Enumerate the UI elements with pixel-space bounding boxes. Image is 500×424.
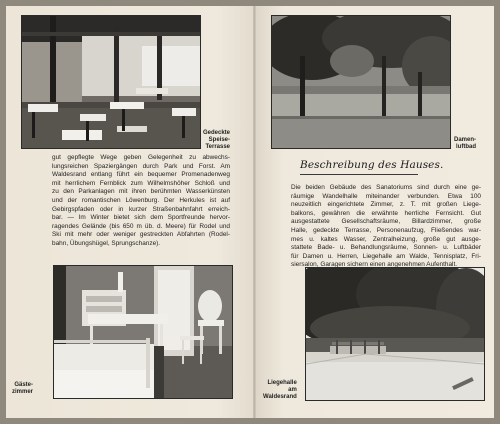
terrace-photo — [21, 15, 201, 149]
caption-line: Damen- — [454, 137, 477, 143]
text-line: ausgestattete Gesellschaftsräume, Billardzimmer, große — [291, 218, 481, 226]
section-heading: Beschreibung des Hauses. — [300, 159, 444, 171]
text-line: ragendes Gelände (bis 650 m üb. d. Meere) für Rodel und — [52, 222, 230, 230]
caption-line: Terrasse — [205, 144, 231, 150]
text-line: und der romantischen Löwenburg. Der Herkules ist auf — [52, 196, 230, 204]
text-line: Waldesrand entlang führt ein bequemer Promenadenweg — [52, 171, 230, 179]
text-line: bar. — Im Winter bietet sich dem Sportfreunde hervor- — [52, 214, 230, 222]
text-line: stattete Bade- u. Behandlungsräume, Sonnen- u. Luftbäder — [291, 244, 481, 252]
left-body-text — [52, 154, 230, 249]
text-line: lungsreichen Spaziergängen durch Park und Forst. Am — [52, 162, 230, 170]
sunbath-photo — [271, 15, 451, 149]
caption-line: Waldesrand — [263, 394, 297, 400]
caption-line: Speise- — [208, 137, 231, 143]
text-line: bahn, Übungshügel, Sprungschanze). — [52, 239, 161, 247]
caption-line: am — [288, 387, 297, 393]
text-line: Ski mit mehr oder weniger gestreckten Abfahrten (Rodel- — [52, 231, 230, 239]
terrace-caption — [203, 130, 230, 151]
text-line: für Damen u. Herren, Liegehalle am Walde, Tennisplatz, Fri- — [291, 252, 481, 260]
right-body-text — [291, 184, 481, 270]
caption-line: Gäste- — [14, 382, 34, 388]
caption-line: Gedeckte — [203, 130, 231, 136]
heading-underline — [300, 174, 418, 175]
text-line: gut gepflegte Wege geben Gelegenheit zu abwechs- — [52, 154, 230, 161]
caption-line: zimmer — [12, 389, 34, 395]
text-line: neuzeitlich eingerichtete Zimmer, z. T. mit großen Liege- — [291, 201, 481, 209]
text-line: mit herrlichem Fernblick zum Wilhelmshöher Schloß und — [52, 179, 230, 187]
text-line: Halle, gedeckte Terrasse, Personenaufzug, Fließendes war- — [291, 226, 481, 234]
text-line: Gebirgspfaden oder in kurzer Straßenbahnfahrt erreich- — [52, 205, 230, 213]
text-line: siersalon, Garagen sichern einen angenehmen Aufenthalt. — [291, 261, 458, 269]
caption-line: Liegehalle — [267, 380, 297, 386]
caption-line: luftbad — [456, 144, 477, 150]
text-line: zu den Parkanlagen mit ihren berühmten Wasserkünsten — [52, 188, 230, 196]
text-line: balkons, gewähren die erwähnte herrliche Fernsicht. Gut — [291, 209, 481, 217]
guest-room-caption — [12, 382, 33, 396]
text-line: Die beiden Gebäude des Sanatoriums sind durch eine ge- — [291, 184, 481, 191]
center-fold — [253, 6, 256, 418]
guest-room-photo — [53, 265, 233, 399]
text-line: räumige Wandelhalle miteinander verbunden. Etwa 100 — [291, 192, 481, 200]
lounge-hall-caption — [263, 380, 297, 401]
sunbath-caption — [454, 137, 476, 151]
lounge-hall-photo — [305, 267, 485, 401]
text-line: mes u. kaltes Wasser, Zentralheizung, große gut ausge- — [291, 235, 481, 243]
